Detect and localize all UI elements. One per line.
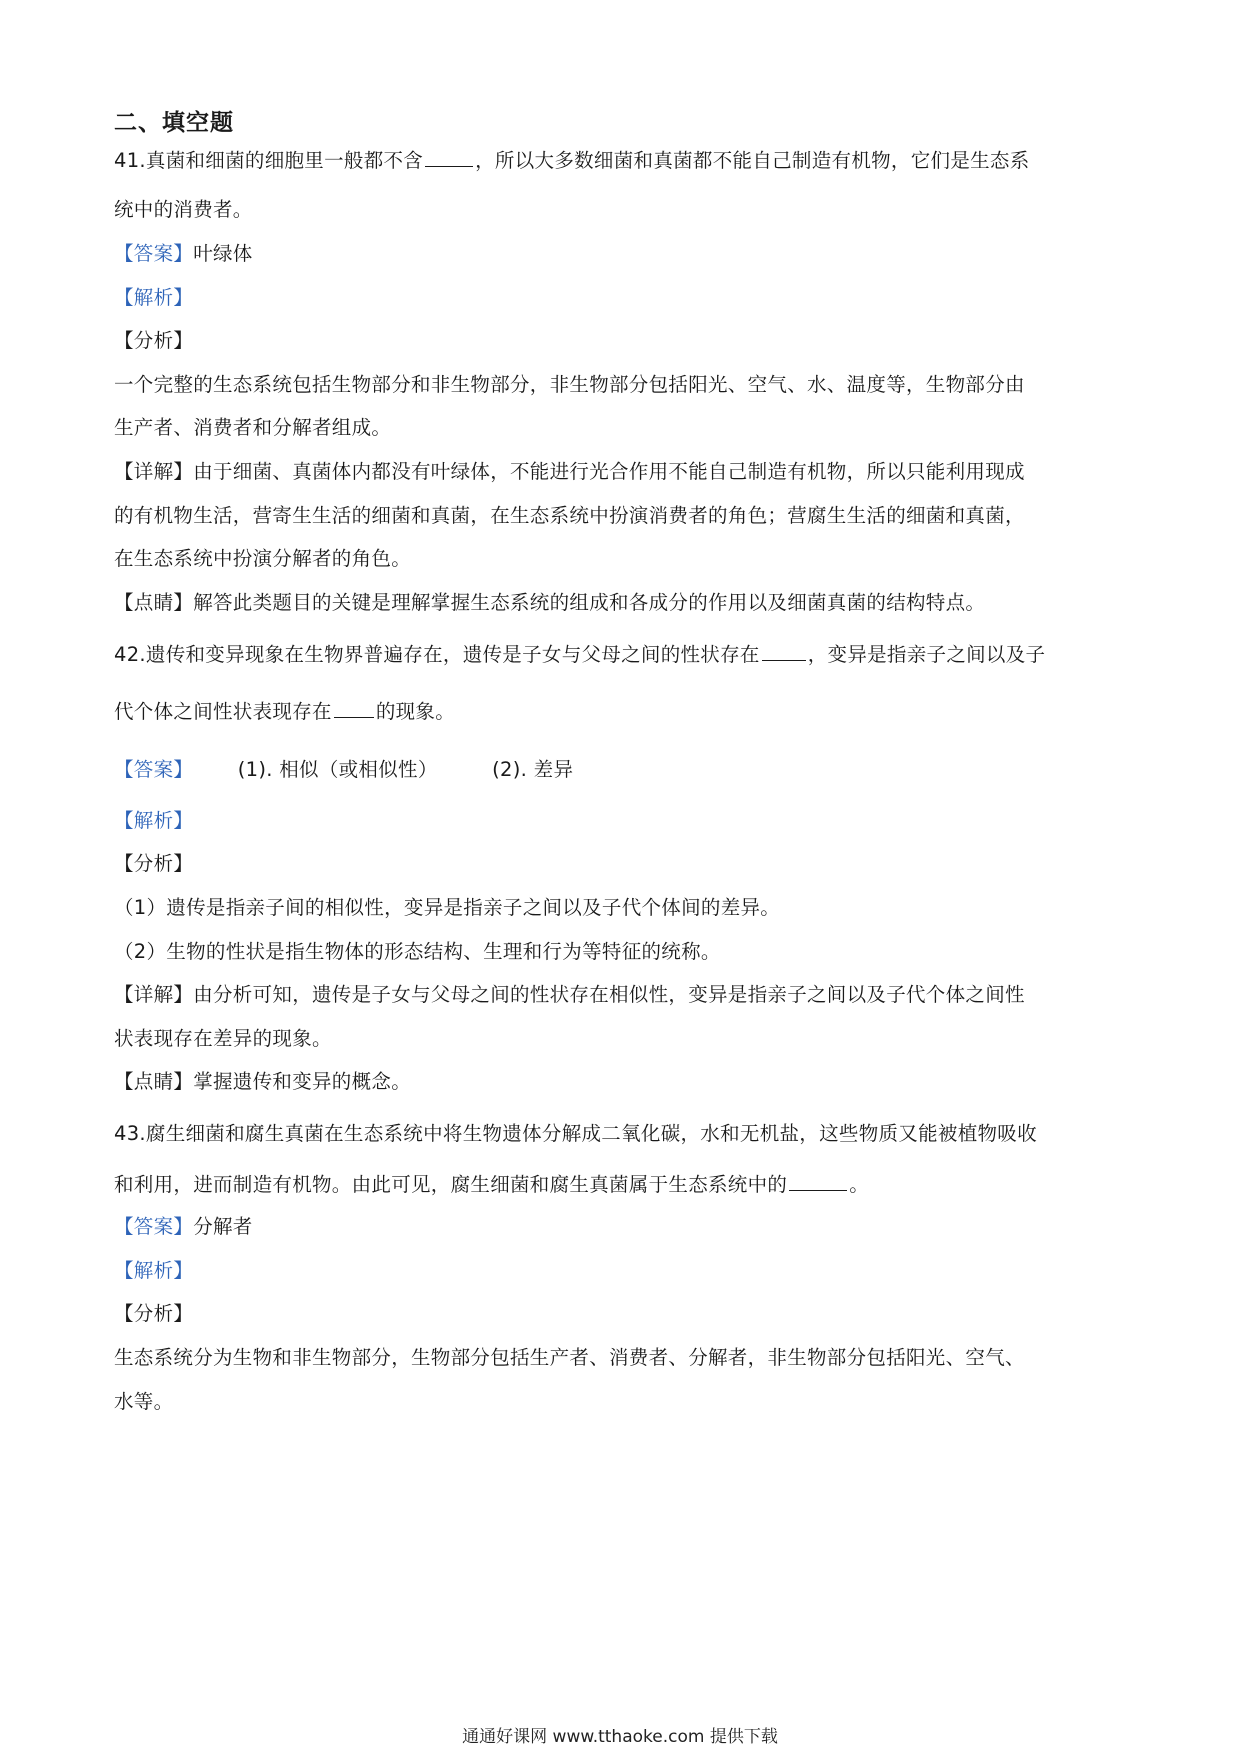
- q42-answer-1: (1). 相似（或相似性）: [237, 758, 438, 781]
- q43-stem-text-b: 。: [849, 1173, 870, 1196]
- q43-stem-text-a: 和利用，进而制造有机物。由此可见，腐生细菌和腐生真菌属于生态系统中的: [114, 1173, 788, 1196]
- answer-tag: 【答案】: [114, 758, 194, 781]
- q41-xiangjie-line3: 在生态系统中扮演分解者的角色。: [114, 547, 412, 570]
- q43-fenxi-line2: 水等。: [114, 1390, 174, 1413]
- q42-fenxi-line1: （1）遗传是指亲子间的相似性，变异是指亲子之间以及子代个体间的差异。: [114, 896, 781, 919]
- q41-xiangjie-line2: 的有机物生活，营寄生生活的细菌和真菌，在生态系统中扮演消费者的角色；营腐生生活的细菌和真菌，: [114, 504, 1025, 527]
- footer-watermark: 通通好课网 www.tthaoke.com 提供下载: [462, 1727, 778, 1747]
- q42-stem-line2: [114, 697, 455, 726]
- q43-stem-line2: [114, 1170, 869, 1199]
- q43-fenxi-line1: 生态系统分为生物和非生物部分，生物部分包括生产者、消费者、分解者，非生物部分包括阳光、空气、: [114, 1346, 1025, 1369]
- q42-xiangjie-line1: 【详解】由分析可知，遗传是子女与父母之间的性状存在相似性，变异是指亲子之间以及子代个体之间性: [114, 983, 1025, 1006]
- q43-fenxi-tag: 【分析】: [114, 1302, 194, 1325]
- q42-stem-text-c: 代个体之间性状表现存在: [114, 700, 332, 723]
- q42-stem-text-b: ，变异是指亲子之间以及子: [807, 643, 1046, 666]
- q41-answer-text: 叶绿体: [193, 242, 253, 265]
- q42-stem-text-a: 42.遗传和变异现象在生物界普遍存在，遗传是子女与父母之间的性状存在: [114, 643, 760, 666]
- section-title: 二、填空题: [114, 110, 234, 136]
- q41-blank: [425, 146, 473, 167]
- answer-tag: 【答案】: [114, 242, 194, 265]
- q41-stem-text-a: 41.真菌和细菌的细胞里一般都不含: [114, 149, 424, 172]
- q41-fenxi-line1: 一个完整的生态系统包括生物部分和非生物部分，非生物部分包括阳光、空气、水、温度等，生物部分由: [114, 373, 1025, 396]
- q42-blank-1: [762, 640, 806, 661]
- q41-fenxi-tag: 【分析】: [114, 329, 194, 352]
- q41-jiexi-tag: 【解析】: [114, 286, 194, 309]
- q42-blank-2: [334, 697, 374, 718]
- q42-xiangjie-line2: 状表现存在差异的现象。: [114, 1027, 332, 1050]
- answer-tag: 【答案】: [114, 1215, 194, 1238]
- q43-blank: [789, 1170, 847, 1191]
- q41-fenxi-line2: 生产者、消费者和分解者组成。: [114, 416, 392, 439]
- q42-fenxi-line2: （2）生物的性状是指生物体的形态结构、生理和行为等特征的统称。: [114, 940, 721, 963]
- q41-stem-line1: [114, 146, 1030, 175]
- q43-stem-line1: 43.腐生细菌和腐生真菌在生态系统中将生物遗体分解成二氧化碳，水和无机盐，这些物质又能被植物吸收: [114, 1122, 1037, 1145]
- q43-answer: [114, 1213, 253, 1241]
- q42-stem-text-d: 的现象。: [375, 700, 456, 723]
- q42-answer: [114, 756, 573, 784]
- q41-dianjing: 【点睛】解答此类题目的关键是理解掌握生态系统的组成和各成分的作用以及细菌真菌的结构特点。: [114, 591, 986, 614]
- q42-stem-line1: [114, 640, 1045, 669]
- q41-xiangjie-line1: 【详解】由于细菌、真菌体内都没有叶绿体，不能进行光合作用不能自己制造有机物，所以只能利用现成: [114, 460, 1025, 483]
- q43-jiexi-tag: 【解析】: [114, 1259, 194, 1282]
- q42-fenxi-tag: 【分析】: [114, 852, 194, 875]
- q42-jiexi-tag: 【解析】: [114, 809, 194, 832]
- q41-stem-text-b: ，所以大多数细菌和真菌都不能自己制造有机物，它们是生态系: [475, 149, 1030, 172]
- q41-stem-line2: 统中的消费者。: [114, 198, 253, 221]
- q41-answer: [114, 240, 253, 268]
- q43-answer-text: 分解者: [193, 1215, 253, 1238]
- q42-answer-2: (2). 差异: [492, 758, 574, 781]
- q42-dianjing: 【点睛】掌握遗传和变异的概念。: [114, 1070, 412, 1093]
